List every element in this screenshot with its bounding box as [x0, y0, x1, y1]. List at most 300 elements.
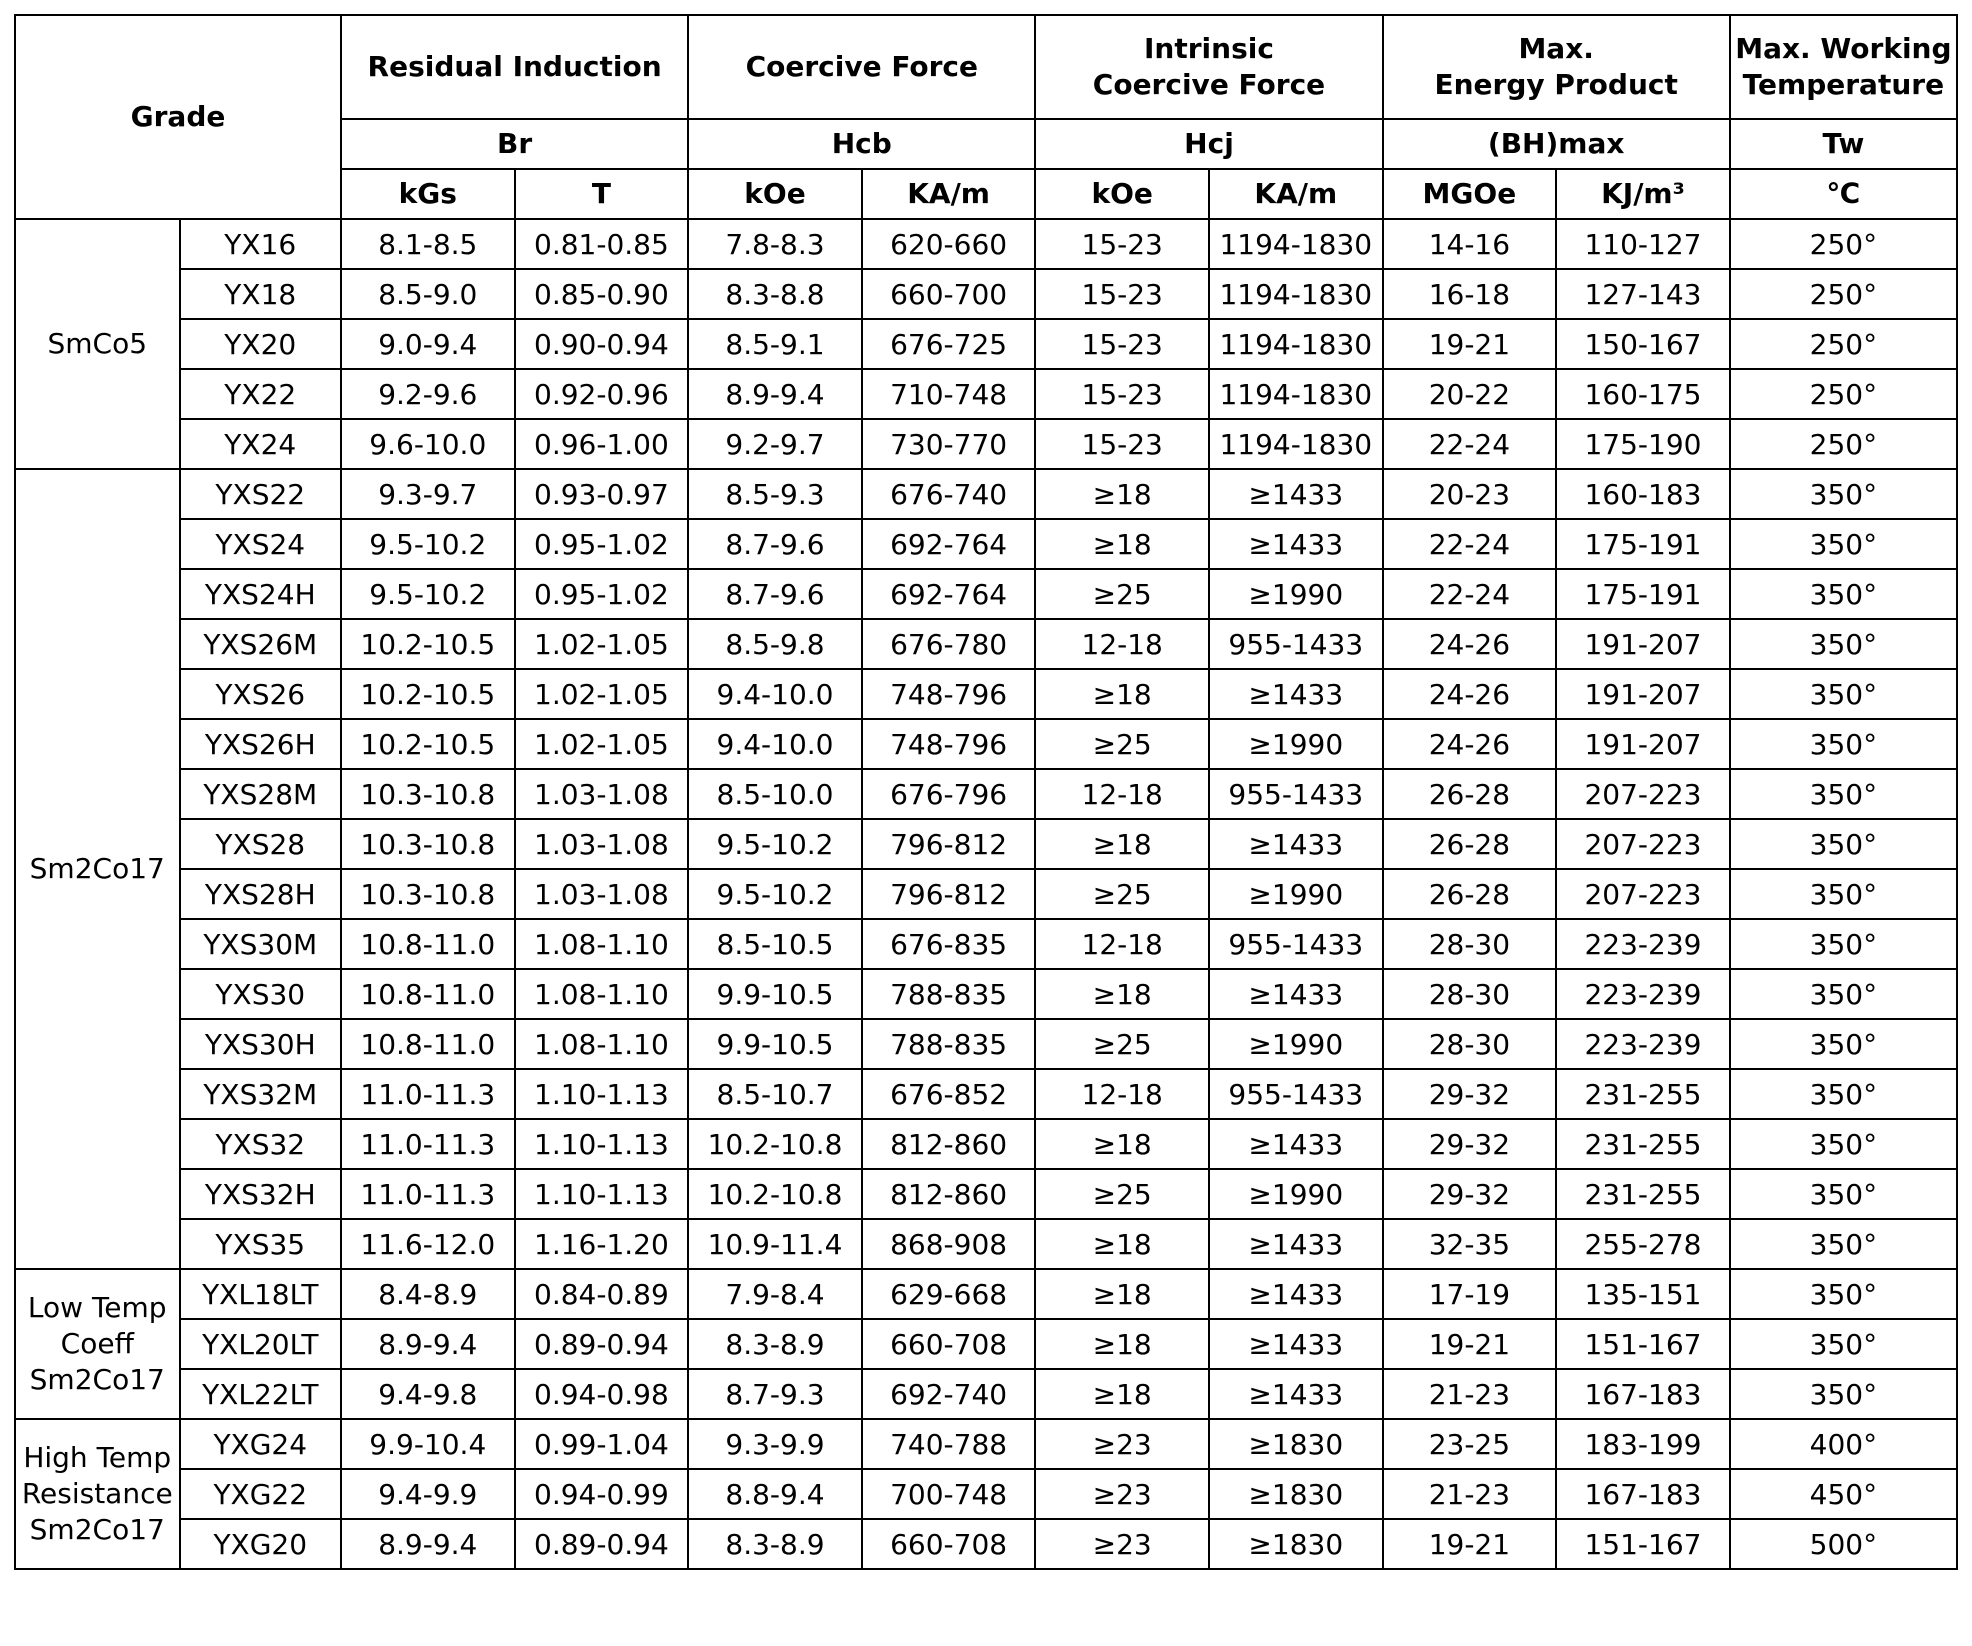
unit-header: MGOe	[1383, 169, 1557, 219]
table-cell: 250°	[1730, 219, 1957, 269]
grade-code-cell: YXS24	[180, 519, 341, 569]
table-cell: 8.5-10.7	[688, 1069, 862, 1119]
table-cell: 26-28	[1383, 869, 1557, 919]
table-row	[15, 469, 1957, 519]
table-cell: 8.8-9.4	[688, 1469, 862, 1519]
table-cell: 9.4-10.0	[688, 719, 862, 769]
unit-header: KA/m	[862, 169, 1036, 219]
table-cell: 500°	[1730, 1519, 1957, 1569]
table-row	[15, 919, 1957, 969]
table-cell: 24-26	[1383, 719, 1557, 769]
table-cell: 19-21	[1383, 1519, 1557, 1569]
table-cell: ≥25	[1035, 1169, 1209, 1219]
max-working-temperature-header	[1730, 15, 1957, 119]
table-row	[15, 569, 1957, 619]
grade-code-cell: YXS30	[180, 969, 341, 1019]
table-cell: 812-860	[862, 1119, 1036, 1169]
table-cell: 10.2-10.8	[688, 1169, 862, 1219]
table-cell: ≥23	[1035, 1519, 1209, 1569]
table-cell: 9.9-10.4	[341, 1419, 515, 1469]
table-cell: 9.4-9.8	[341, 1369, 515, 1419]
table-cell: 1.08-1.10	[515, 1019, 689, 1069]
table-cell: 22-24	[1383, 569, 1557, 619]
table-cell: 692-764	[862, 519, 1036, 569]
table-cell: 9.5-10.2	[341, 569, 515, 619]
table-cell: 1.02-1.05	[515, 719, 689, 769]
table-cell: 231-255	[1556, 1069, 1730, 1119]
table-cell: 350°	[1730, 519, 1957, 569]
table-cell: 1.02-1.05	[515, 669, 689, 719]
tw-symbol-header: Tw	[1730, 119, 1957, 169]
table-cell: 8.5-9.3	[688, 469, 862, 519]
unit-header: KJ/m³	[1556, 169, 1730, 219]
grade-code-cell: YX18	[180, 269, 341, 319]
table-cell: 0.94-0.98	[515, 1369, 689, 1419]
table-cell: 350°	[1730, 1169, 1957, 1219]
table-cell: 1.08-1.10	[515, 969, 689, 1019]
table-cell: 692-740	[862, 1369, 1036, 1419]
table-cell: 676-780	[862, 619, 1036, 669]
table-cell: 350°	[1730, 969, 1957, 1019]
table-cell: ≥1830	[1209, 1469, 1383, 1519]
table-cell: 9.2-9.7	[688, 419, 862, 469]
table-cell: 676-740	[862, 469, 1036, 519]
table-cell: ≥18	[1035, 1219, 1209, 1269]
table-body	[15, 219, 1957, 1569]
table-cell: 1.08-1.10	[515, 919, 689, 969]
table-cell: 26-28	[1383, 769, 1557, 819]
table-cell: 175-190	[1556, 419, 1730, 469]
table-cell: 250°	[1730, 319, 1957, 369]
grade-header: Grade	[15, 15, 341, 219]
table-cell: 15-23	[1035, 219, 1209, 269]
table-cell: 24-26	[1383, 669, 1557, 719]
table-cell: 175-191	[1556, 519, 1730, 569]
table-cell: 350°	[1730, 819, 1957, 869]
magnet-properties-table	[14, 14, 1958, 1570]
residual-induction-header: Residual Induction	[341, 15, 688, 119]
table-cell: 191-207	[1556, 669, 1730, 719]
table-row	[15, 769, 1957, 819]
table-cell: 223-239	[1556, 919, 1730, 969]
table-cell: 0.84-0.89	[515, 1269, 689, 1319]
table-cell: 255-278	[1556, 1219, 1730, 1269]
table-cell: ≥1433	[1209, 819, 1383, 869]
table-cell: ≥1990	[1209, 1169, 1383, 1219]
table-cell: 350°	[1730, 569, 1957, 619]
energy-header-line2: Energy Product	[1434, 68, 1678, 101]
table-cell: 10.8-11.0	[341, 969, 515, 1019]
table-row	[15, 619, 1957, 669]
table-cell: 8.5-9.1	[688, 319, 862, 369]
table-cell: 692-764	[862, 569, 1036, 619]
table-cell: 0.85-0.90	[515, 269, 689, 319]
table-cell: 9.4-10.0	[688, 669, 862, 719]
table-cell: 0.94-0.99	[515, 1469, 689, 1519]
grade-code-cell: YXS28H	[180, 869, 341, 919]
table-cell: 676-835	[862, 919, 1036, 969]
table-cell: 223-239	[1556, 1019, 1730, 1069]
table-row	[15, 969, 1957, 1019]
table-cell: 16-18	[1383, 269, 1557, 319]
table-row	[15, 1119, 1957, 1169]
material-group-label: Low Temp Coeff Sm2Co17	[15, 1269, 180, 1419]
table-cell: 350°	[1730, 769, 1957, 819]
grade-code-cell: YXG24	[180, 1419, 341, 1469]
table-cell: 17-19	[1383, 1269, 1557, 1319]
table-cell: ≥1433	[1209, 519, 1383, 569]
table-cell: 0.89-0.94	[515, 1519, 689, 1569]
grade-code-cell: YXS30M	[180, 919, 341, 969]
table-cell: 231-255	[1556, 1169, 1730, 1219]
table-cell: 1194-1830	[1209, 269, 1383, 319]
table-cell: ≥18	[1035, 669, 1209, 719]
table-cell: 9.5-10.2	[341, 519, 515, 569]
table-row	[15, 369, 1957, 419]
grade-code-cell: YXS32	[180, 1119, 341, 1169]
grade-code-cell: YXG20	[180, 1519, 341, 1569]
table-row	[15, 1519, 1957, 1569]
table-row	[15, 1269, 1957, 1319]
table-cell: ≥1990	[1209, 569, 1383, 619]
material-group-label: Sm2Co17	[15, 469, 180, 1269]
table-cell: 700-748	[862, 1469, 1036, 1519]
table-cell: 660-708	[862, 1519, 1036, 1569]
unit-header: KA/m	[1209, 169, 1383, 219]
table-cell: 788-835	[862, 969, 1036, 1019]
table-cell: ≥25	[1035, 869, 1209, 919]
table-cell: 11.6-12.0	[341, 1219, 515, 1269]
table-cell: 11.0-11.3	[341, 1069, 515, 1119]
table-cell: 15-23	[1035, 369, 1209, 419]
material-group-label: High Temp Resistance Sm2Co17	[15, 1419, 180, 1569]
table-cell: 19-21	[1383, 319, 1557, 369]
grade-code-cell: YXS32H	[180, 1169, 341, 1219]
table-cell: 9.2-9.6	[341, 369, 515, 419]
table-cell: 350°	[1730, 619, 1957, 669]
table-cell: 812-860	[862, 1169, 1036, 1219]
table-cell: 151-167	[1556, 1319, 1730, 1369]
table-cell: ≥1990	[1209, 1019, 1383, 1069]
table-cell: ≥1433	[1209, 469, 1383, 519]
table-cell: 796-812	[862, 819, 1036, 869]
table-cell: 23-25	[1383, 1419, 1557, 1469]
table-cell: 28-30	[1383, 919, 1557, 969]
table-cell: ≥25	[1035, 1019, 1209, 1069]
table-cell: ≥1830	[1209, 1519, 1383, 1569]
table-cell: 955-1433	[1209, 619, 1383, 669]
unit-header: ℃	[1730, 169, 1957, 219]
grade-code-cell: YXS32M	[180, 1069, 341, 1119]
table-cell: 10.3-10.8	[341, 819, 515, 869]
table-cell: 1.03-1.08	[515, 819, 689, 869]
table-cell: 28-30	[1383, 969, 1557, 1019]
table-cell: 9.9-10.5	[688, 969, 862, 1019]
temp-header-line2: Temperature	[1742, 68, 1945, 101]
grade-code-cell: YXS26H	[180, 719, 341, 769]
table-cell: 8.4-8.9	[341, 1269, 515, 1319]
grade-code-cell: YXL22LT	[180, 1369, 341, 1419]
table-cell: 24-26	[1383, 619, 1557, 669]
table-cell: ≥1433	[1209, 1119, 1383, 1169]
table-cell: 0.90-0.94	[515, 319, 689, 369]
table-cell: 0.81-0.85	[515, 219, 689, 269]
table-cell: 1194-1830	[1209, 419, 1383, 469]
table-cell: 955-1433	[1209, 1069, 1383, 1119]
table-cell: ≥1830	[1209, 1419, 1383, 1469]
table-cell: 350°	[1730, 669, 1957, 719]
table-cell: ≥18	[1035, 1369, 1209, 1419]
table-cell: 21-23	[1383, 1369, 1557, 1419]
table-row	[15, 869, 1957, 919]
table-row	[15, 319, 1957, 369]
table-row	[15, 719, 1957, 769]
table-cell: 350°	[1730, 469, 1957, 519]
bhmax-symbol-header: (BH)max	[1383, 119, 1730, 169]
table-cell: 191-207	[1556, 719, 1730, 769]
table-cell: 9.0-9.4	[341, 319, 515, 369]
table-cell: 1.02-1.05	[515, 619, 689, 669]
table-row	[15, 669, 1957, 719]
table-cell: 350°	[1730, 719, 1957, 769]
table-cell: 9.6-10.0	[341, 419, 515, 469]
table-cell: 1.10-1.13	[515, 1119, 689, 1169]
table-cell: 7.9-8.4	[688, 1269, 862, 1319]
grade-code-cell: YXG22	[180, 1469, 341, 1519]
table-cell: ≥1433	[1209, 1269, 1383, 1319]
header-row-1	[15, 15, 1957, 119]
unit-header: kOe	[688, 169, 862, 219]
table-cell: ≥1433	[1209, 1369, 1383, 1419]
table-cell: 350°	[1730, 1219, 1957, 1269]
table-cell: 8.7-9.6	[688, 519, 862, 569]
table-cell: 11.0-11.3	[341, 1169, 515, 1219]
table-cell: 710-748	[862, 369, 1036, 419]
table-cell: 620-660	[862, 219, 1036, 269]
table-cell: 7.8-8.3	[688, 219, 862, 269]
table-cell: ≥1433	[1209, 969, 1383, 1019]
table-cell: 955-1433	[1209, 919, 1383, 969]
table-cell: 12-18	[1035, 1069, 1209, 1119]
temp-header-line1: Max. Working	[1735, 32, 1952, 65]
table-cell: 8.5-9.8	[688, 619, 862, 669]
table-cell: 11.0-11.3	[341, 1119, 515, 1169]
table-cell: 15-23	[1035, 419, 1209, 469]
table-cell: 660-708	[862, 1319, 1036, 1369]
table-cell: 1.10-1.13	[515, 1169, 689, 1219]
grade-code-cell: YXS30H	[180, 1019, 341, 1069]
table-cell: 8.7-9.3	[688, 1369, 862, 1419]
table-cell: 0.89-0.94	[515, 1319, 689, 1369]
table-cell: 8.5-10.5	[688, 919, 862, 969]
table-row	[15, 519, 1957, 569]
table-cell: 29-32	[1383, 1119, 1557, 1169]
table-cell: 8.9-9.4	[341, 1519, 515, 1569]
table-row	[15, 1069, 1957, 1119]
table-row	[15, 1369, 1957, 1419]
table-cell: 10.3-10.8	[341, 769, 515, 819]
table-cell: 676-852	[862, 1069, 1036, 1119]
table-cell: 740-788	[862, 1419, 1036, 1469]
table-cell: 110-127	[1556, 219, 1730, 269]
grade-code-cell: YXL18LT	[180, 1269, 341, 1319]
table-cell: ≥18	[1035, 519, 1209, 569]
table-cell: 127-143	[1556, 269, 1730, 319]
table-cell: 21-23	[1383, 1469, 1557, 1519]
table-cell: 8.3-8.9	[688, 1519, 862, 1569]
table-cell: 12-18	[1035, 769, 1209, 819]
table-cell: 350°	[1730, 1369, 1957, 1419]
table-row	[15, 419, 1957, 469]
grade-code-cell: YXS28M	[180, 769, 341, 819]
table-row	[15, 1219, 1957, 1269]
table-cell: 1.03-1.08	[515, 769, 689, 819]
table-cell: 10.2-10.5	[341, 669, 515, 719]
unit-header: kOe	[1035, 169, 1209, 219]
table-cell: 350°	[1730, 919, 1957, 969]
table-cell: 0.95-1.02	[515, 519, 689, 569]
table-cell: 26-28	[1383, 819, 1557, 869]
table-cell: 10.2-10.8	[688, 1119, 862, 1169]
table-cell: 350°	[1730, 1269, 1957, 1319]
table-cell: 207-223	[1556, 819, 1730, 869]
table-cell: 135-151	[1556, 1269, 1730, 1319]
grade-code-cell: YX20	[180, 319, 341, 369]
table-cell: 22-24	[1383, 419, 1557, 469]
grade-code-cell: YXS24H	[180, 569, 341, 619]
grade-code-cell: YXS28	[180, 819, 341, 869]
table-cell: 207-223	[1556, 769, 1730, 819]
table-cell: 250°	[1730, 269, 1957, 319]
table-cell: 20-23	[1383, 469, 1557, 519]
table-cell: 955-1433	[1209, 769, 1383, 819]
table-cell: 28-30	[1383, 1019, 1557, 1069]
table-cell: 10.2-10.5	[341, 719, 515, 769]
table-cell: 730-770	[862, 419, 1036, 469]
table-cell: 0.99-1.04	[515, 1419, 689, 1469]
table-cell: 1194-1830	[1209, 369, 1383, 419]
table-cell: 450°	[1730, 1469, 1957, 1519]
table-cell: ≥18	[1035, 819, 1209, 869]
table-cell: 9.9-10.5	[688, 1019, 862, 1069]
table-cell: 160-183	[1556, 469, 1730, 519]
table-cell: 9.5-10.2	[688, 819, 862, 869]
grade-code-cell: YXS22	[180, 469, 341, 519]
table-cell: 9.3-9.7	[341, 469, 515, 519]
table-cell: ≥23	[1035, 1419, 1209, 1469]
table-cell: 8.7-9.6	[688, 569, 862, 619]
table-cell: 1194-1830	[1209, 319, 1383, 369]
table-cell: 8.5-9.0	[341, 269, 515, 319]
table-cell: ≥18	[1035, 1119, 1209, 1169]
table-cell: 9.4-9.9	[341, 1469, 515, 1519]
table-cell: 29-32	[1383, 1169, 1557, 1219]
table-cell: ≥1433	[1209, 1319, 1383, 1369]
table-cell: 175-191	[1556, 569, 1730, 619]
grade-code-cell: YX24	[180, 419, 341, 469]
grade-code-cell: YXS26	[180, 669, 341, 719]
table-cell: 29-32	[1383, 1069, 1557, 1119]
table-row	[15, 269, 1957, 319]
table-cell: 12-18	[1035, 619, 1209, 669]
unit-header: kGs	[341, 169, 515, 219]
table-cell: 660-700	[862, 269, 1036, 319]
table-cell: 8.9-9.4	[688, 369, 862, 419]
table-cell: 250°	[1730, 369, 1957, 419]
table-cell: 788-835	[862, 1019, 1036, 1069]
intrinsic-header-line2: Coercive Force	[1092, 68, 1326, 101]
grade-code-cell: YX22	[180, 369, 341, 419]
material-group-label: SmCo5	[15, 219, 180, 469]
table-cell: 12-18	[1035, 919, 1209, 969]
table-cell: 10.9-11.4	[688, 1219, 862, 1269]
table-cell: 1.16-1.20	[515, 1219, 689, 1269]
table-cell: 350°	[1730, 1319, 1957, 1369]
table-cell: 9.3-9.9	[688, 1419, 862, 1469]
table-cell: 223-239	[1556, 969, 1730, 1019]
table-cell: 0.96-1.00	[515, 419, 689, 469]
table-cell: 1.03-1.08	[515, 869, 689, 919]
table-cell: 160-175	[1556, 369, 1730, 419]
coercive-force-header: Coercive Force	[688, 15, 1035, 119]
table-cell: 19-21	[1383, 1319, 1557, 1369]
table-row	[15, 819, 1957, 869]
table-cell: 8.1-8.5	[341, 219, 515, 269]
table-cell: 22-24	[1383, 519, 1557, 569]
table-cell: ≥18	[1035, 969, 1209, 1019]
table-cell: ≥1433	[1209, 1219, 1383, 1269]
table-cell: 350°	[1730, 1119, 1957, 1169]
energy-header-line1: Max.	[1518, 32, 1594, 65]
table-cell: 8.9-9.4	[341, 1319, 515, 1369]
table-cell: 191-207	[1556, 619, 1730, 669]
br-symbol-header: Br	[341, 119, 688, 169]
table-cell: 167-183	[1556, 1469, 1730, 1519]
table-cell: 676-796	[862, 769, 1036, 819]
grade-code-cell: YXL20LT	[180, 1319, 341, 1369]
hcb-symbol-header: Hcb	[688, 119, 1035, 169]
hcj-symbol-header: Hcj	[1035, 119, 1382, 169]
table-cell: 14-16	[1383, 219, 1557, 269]
table-cell: 10.2-10.5	[341, 619, 515, 669]
table-cell: 32-35	[1383, 1219, 1557, 1269]
unit-header: T	[515, 169, 689, 219]
table-row	[15, 1169, 1957, 1219]
table-cell: 151-167	[1556, 1519, 1730, 1569]
table-cell: 10.8-11.0	[341, 919, 515, 969]
table-cell: ≥25	[1035, 569, 1209, 619]
table-cell: ≥1990	[1209, 869, 1383, 919]
table-cell: ≥18	[1035, 1319, 1209, 1369]
table-cell: ≥18	[1035, 469, 1209, 519]
table-header	[15, 15, 1957, 219]
table-cell: ≥1433	[1209, 669, 1383, 719]
table-cell: ≥1990	[1209, 719, 1383, 769]
table-cell: 231-255	[1556, 1119, 1730, 1169]
table-cell: 10.3-10.8	[341, 869, 515, 919]
table-cell: 183-199	[1556, 1419, 1730, 1469]
table-cell: 868-908	[862, 1219, 1036, 1269]
table-cell: ≥25	[1035, 719, 1209, 769]
grade-code-cell: YXS35	[180, 1219, 341, 1269]
table-cell: 0.95-1.02	[515, 569, 689, 619]
table-cell: 15-23	[1035, 269, 1209, 319]
table-cell: 8.3-8.9	[688, 1319, 862, 1369]
table-cell: 1.10-1.13	[515, 1069, 689, 1119]
table-cell: 629-668	[862, 1269, 1036, 1319]
table-cell: 8.5-10.0	[688, 769, 862, 819]
table-cell: 1194-1830	[1209, 219, 1383, 269]
